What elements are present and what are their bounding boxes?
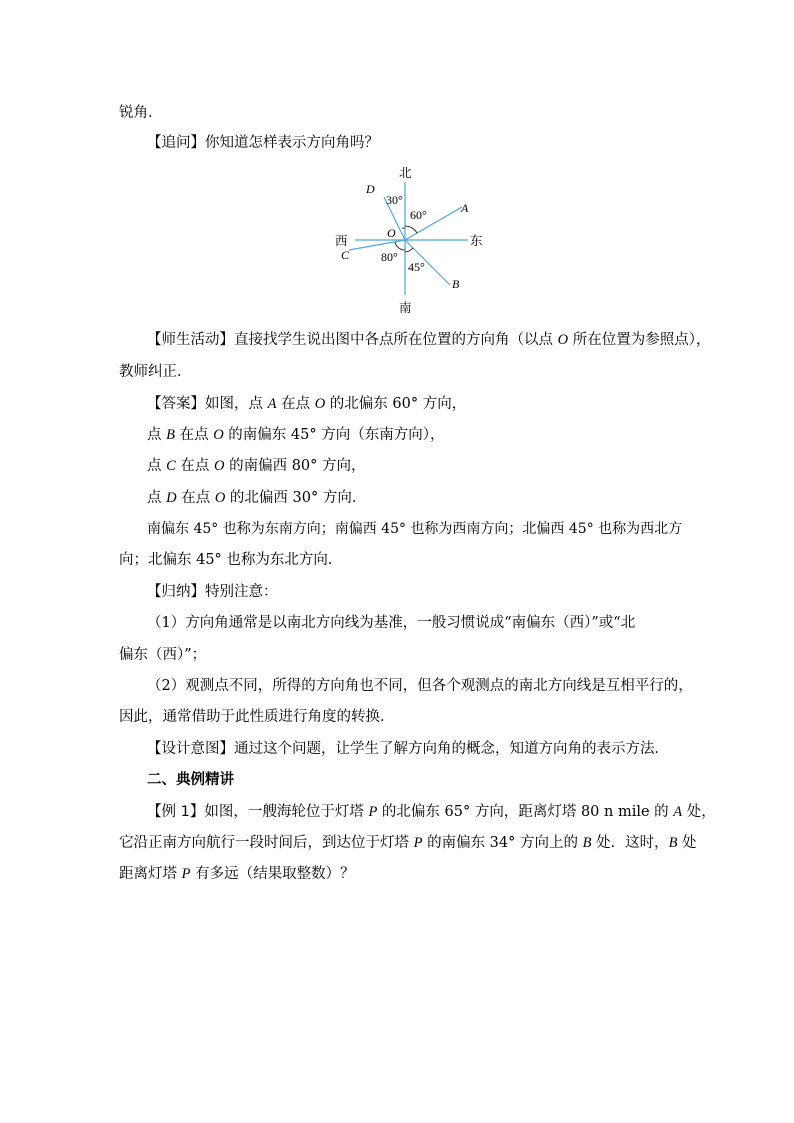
- summary-point-1a: （1）方向角通常是以南北方向线为基准，一般习惯说成“南偏东（西）”或“北: [147, 615, 636, 631]
- summary-point-2b: 因此，通常借助于此性质进行角度的转换．: [119, 709, 395, 725]
- text-line-1: 锐角．: [119, 105, 163, 121]
- answer-line-2: 点 B 在点 O 的南偏东 45° 方向（东南方向），: [147, 427, 445, 443]
- angle-60-label: 60°: [410, 208, 427, 222]
- angle-30-label: 30°: [386, 193, 403, 207]
- point-b-label: B: [452, 277, 460, 291]
- origin-label: O: [387, 226, 396, 240]
- arc-60: [405, 226, 417, 233]
- example-line-1: 【例 1】如图，一艘海轮位于灯塔 P 的北偏东 65° 方向，距离灯塔 80 n mile 的 A 处，: [147, 804, 716, 820]
- west-label: 西: [335, 233, 348, 248]
- answer-line-1: 【答案】如图，点 A 在点 O 的北偏东 60° 方向，: [147, 396, 467, 412]
- arc-45: [405, 248, 413, 252]
- answer-line-4: 点 D 在点 O 的北偏西 30° 方向．: [147, 490, 367, 506]
- summary-point-1b: 偏东（西）”；: [119, 647, 207, 663]
- point-d-label: D: [366, 182, 375, 196]
- answer-line-3: 点 C 在点 O 的南偏西 80° 方向，: [147, 458, 366, 474]
- direction-angle-diagram: [330, 160, 510, 320]
- point-a-label: A: [461, 201, 469, 215]
- section-heading: 二、典例精讲: [147, 772, 234, 788]
- note-line-1: 南偏东 45° 也称为东南方向；南偏西 45° 也称为西南方向；北偏西 45° 也称为西北方: [147, 521, 683, 537]
- south-label: 南: [399, 300, 412, 315]
- teacher-student-activity: 【师生活动】直接找学生说出图中各点所在位置的方向角（以点 O 所在位置为参照点），: [147, 332, 711, 348]
- summary-heading: 【归纳】特别注意：: [147, 584, 278, 600]
- north-label: 北: [399, 165, 412, 180]
- example-line-3: 距离灯塔 P 有多远（结果取整数）？: [119, 866, 355, 882]
- ray-oc: [349, 240, 405, 250]
- note-line-2: 向；北偏东 45° 也称为东北方向．: [119, 552, 343, 568]
- angle-45-label: 45°: [408, 260, 425, 274]
- angle-80-label: 80°: [381, 250, 398, 264]
- design-intent: 【设计意图】通过这个问题，让学生了解方向角的概念，知道方向角的表示方法．: [147, 741, 669, 757]
- arc-80: [395, 242, 405, 250]
- point-c-label: C: [341, 248, 350, 262]
- east-label: 东: [470, 233, 483, 248]
- diagram-lines: [349, 182, 468, 295]
- follow-up-question: 【追问】你知道怎样表示方向角吗？: [147, 135, 379, 151]
- example-line-2: 它沿正南方向航行一段时间后，到达位于灯塔 P 的南偏东 34° 方向上的 B 处．这时，B 处: [119, 835, 697, 851]
- summary-point-2a: （2）观测点不同，所得的方向角也不同，但各个观测点的南北方向线是互相平行的，: [147, 678, 693, 694]
- text-line-teacher-correct: 教师纠正．: [119, 364, 192, 380]
